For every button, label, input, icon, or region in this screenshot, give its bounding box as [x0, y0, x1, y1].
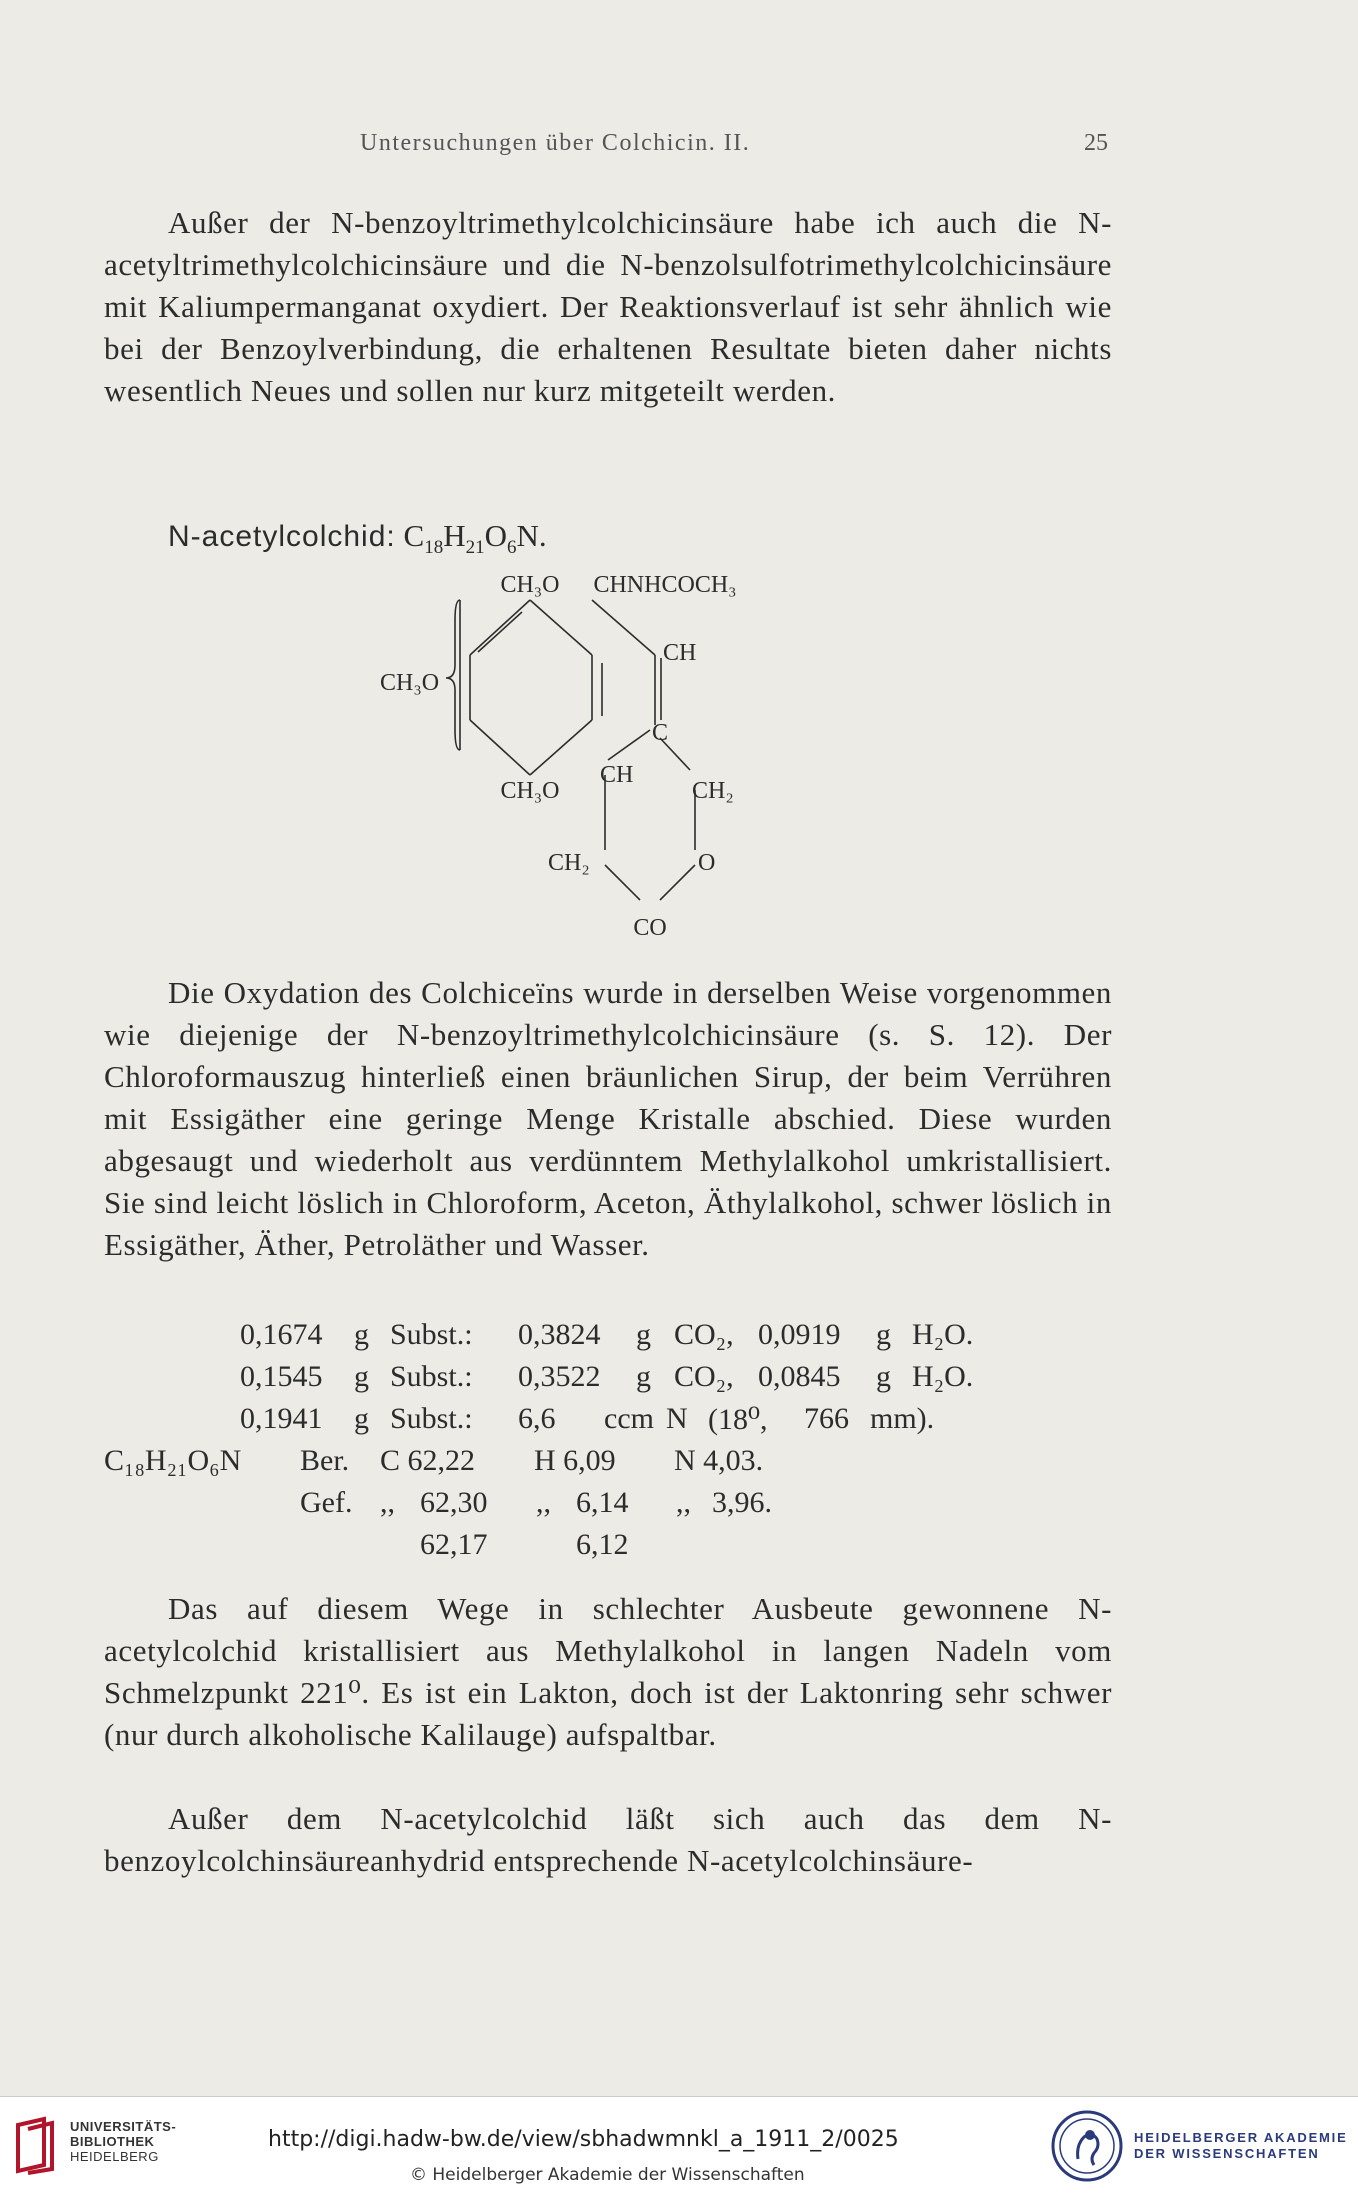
permalink-url[interactable]: http://digi.hadw-bw.de/view/sbhadwmnkl_a_1911_2/0025 — [268, 2127, 899, 2152]
paragraph-continuation — [104, 1798, 1112, 1882]
university-library-logo-icon[interactable] — [14, 2115, 58, 2175]
page-number: 25 — [1084, 130, 1108, 156]
struct-c-center: C — [652, 720, 669, 746]
struct-top-right: CHNHCOCH₃ — [593, 572, 737, 598]
struct-ch2-lower: CH₂ — [548, 850, 590, 876]
struct-top-left: CH₃O — [500, 572, 560, 598]
copyright-notice: © Heidelberger Akademie der Wissenschaften — [410, 2165, 805, 2185]
academy-seal-icon[interactable] — [1050, 2109, 1124, 2183]
viewer-footer — [0, 2096, 1358, 2201]
page-header — [0, 130, 1358, 170]
elemental-analysis — [104, 1318, 1112, 1570]
structural-formula — [360, 560, 840, 960]
paragraph-result — [104, 1588, 1112, 1756]
compound-formula: $C_{18}H_{21}O_6N$. — [403, 518, 547, 559]
struct-ch2-right: CH₂ — [692, 778, 734, 804]
running-title: Untersuchungen über Colchicin. II. — [360, 130, 751, 156]
paragraph-oxidation — [104, 972, 1112, 1266]
academy-name: HEIDELBERGER AKADEMIE DER WISSENSCHAFTEN — [1134, 2130, 1348, 2161]
paragraph-intro — [104, 202, 1112, 412]
struct-left: CH₃O — [380, 670, 440, 696]
struct-ch-center: CH — [600, 762, 634, 788]
analysis-row: 0,1545 g Subst.: 0,3522 g CO₂, 0,0845 g H₂O. — [240, 1360, 974, 1393]
paragraph-oxidation-text: Die Oxydation des Colchiceïns wurde in derselben Weise vorgenommen wie diejenige der N-benzoyltrimethylcolchicinsäure (s. S. 12). Der Chloroformauszug hinterließ einen bräunlichen Sirup, der beim Verrühren mit Essigäther eine geringe Menge Kristalle abschied. Diese wurden abgesaugt und wiederholt aus verdünntem Methylalkohol umkristallisiert. Sie sind leicht löslich in Chloroform, Aceton, Äthylalkohol, schwer löslich in Essigäther, Äther, Petroläther und Wasser. — [104, 975, 1112, 1262]
analysis-row: 0,1941 g Subst.: 6,6 ccm N (18⁰, 766 mm). — [240, 1402, 935, 1436]
paragraph-intro-text: Außer der N-benzoyltrimethylcolchicinsäure habe ich auch die N-acetyltrimethylcolchicinsäure und die N-benzolsulfotrimethylcolchicinsäure mit Kaliumpermanganat oxydiert. Der Reaktionsverlauf ist sehr ähnlich wie bei der Benzoylverbindung, die erhaltenen Resultate bieten daher nichts wesentlich Neues und sollen nur kurz mitgeteilt werden. — [104, 205, 1112, 408]
analysis-found-second: 62,17 6,12 — [420, 1528, 629, 1561]
analysis-row: 0,1674 g Subst.: 0,3824 g CO₂, 0,0919 g H₂O. — [240, 1318, 974, 1351]
analysis-calculated: C₁₈H₂₁O₆N Ber. C 62,22 H 6,09 N 4,03. — [104, 1444, 764, 1477]
compound-name: N-acetylcolchid: — [168, 520, 396, 553]
compound-heading — [168, 518, 547, 559]
analysis-found: Gef. ,, 62,30 ,, 6,14 ,, 3,96. — [300, 1486, 772, 1519]
struct-co-bottom: CO — [633, 915, 667, 941]
paragraph-continuation-text: Außer dem N-acetylcolchid läßt sich auch das dem N-benzoylcolchinsäureanhydrid entsprechende N-acetylcolchinsäure- — [104, 1801, 1112, 1878]
university-library-name: UNIVERSITÄTS- BIBLIOTHEK HEIDELBERG — [70, 2119, 177, 2164]
struct-bottom-left: CH₃O — [500, 778, 560, 804]
struct-o-ring: O — [698, 850, 716, 876]
paragraph-result-text: Das auf diesem Wege in schlechter Ausbeute gewonnene N-acetylcolchid kristallisiert aus Methylalkohol in langen Nadeln vom Schmelzpunkt 221⁰. Es ist ein Lakton, doch ist der Laktonring sehr schwer (nur durch alkoholische Kalilauge) aufspaltbar. — [104, 1591, 1112, 1752]
struct-ch-right: CH — [663, 640, 697, 666]
